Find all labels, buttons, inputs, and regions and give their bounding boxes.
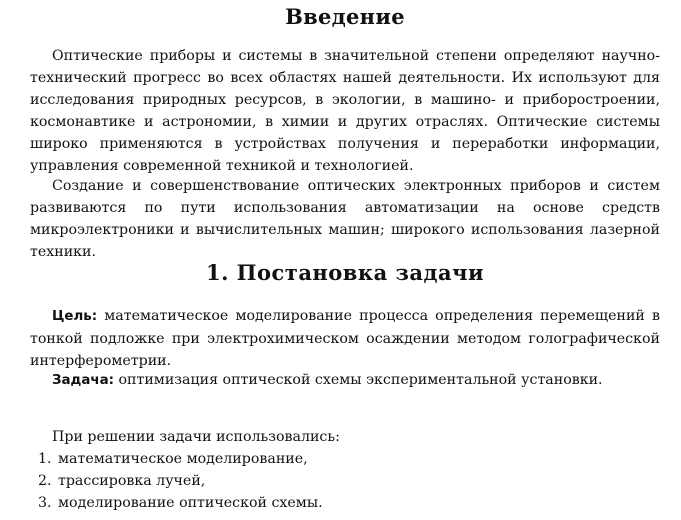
- goal-text: математическое моделирование процесса определения перемещений в тонкой подложке при электрохимическом осаждении методом голографической интерферометрии.: [30, 308, 660, 369]
- task-paragraph: [30, 369, 660, 392]
- list-item-text: моделирование оптической схемы.: [58, 495, 323, 511]
- list-item: [30, 470, 323, 492]
- intro-heading: Введение: [285, 4, 405, 29]
- list-item: [30, 448, 323, 470]
- list-item: [30, 492, 323, 514]
- problem-heading: 1. Постановка задачи: [205, 260, 485, 285]
- list-item-text: трассировка лучей,: [58, 473, 206, 489]
- methods-intro: При решении задачи использовались:: [52, 429, 340, 445]
- methods-list: [30, 448, 323, 514]
- intro-paragraph-1: Оптические приборы и системы в значительной степени определяют научно-технический прогресс во всех областях нашей деятельности. Их используют для исследования природных ресурсов, в экологии, в машино- и приборостроении, космонавтике и астрономии, в химии и других отраслях. Оптические системы широко применяются в устройствах получения и переработки информации, управления современной техникой и технологией.: [30, 48, 660, 174]
- list-item-text: математическое моделирование,: [58, 451, 308, 467]
- list-item-number: 2.: [38, 473, 52, 489]
- goal-paragraph: [30, 305, 660, 372]
- list-item-number: 3.: [38, 495, 52, 511]
- goal-label: Цель:: [52, 309, 98, 324]
- list-item-number: 1.: [38, 451, 52, 467]
- task-label: Задача:: [52, 373, 114, 388]
- task-text: оптимизация оптической схемы экспериментальной установки.: [113, 372, 603, 388]
- intro-paragraph-2: Создание и совершенствование оптических электронных приборов и систем развиваются по пути использования автоматизации на основе средств микроэлектроники и вычислительных машин; широкого использования лазерной техники.: [30, 178, 660, 260]
